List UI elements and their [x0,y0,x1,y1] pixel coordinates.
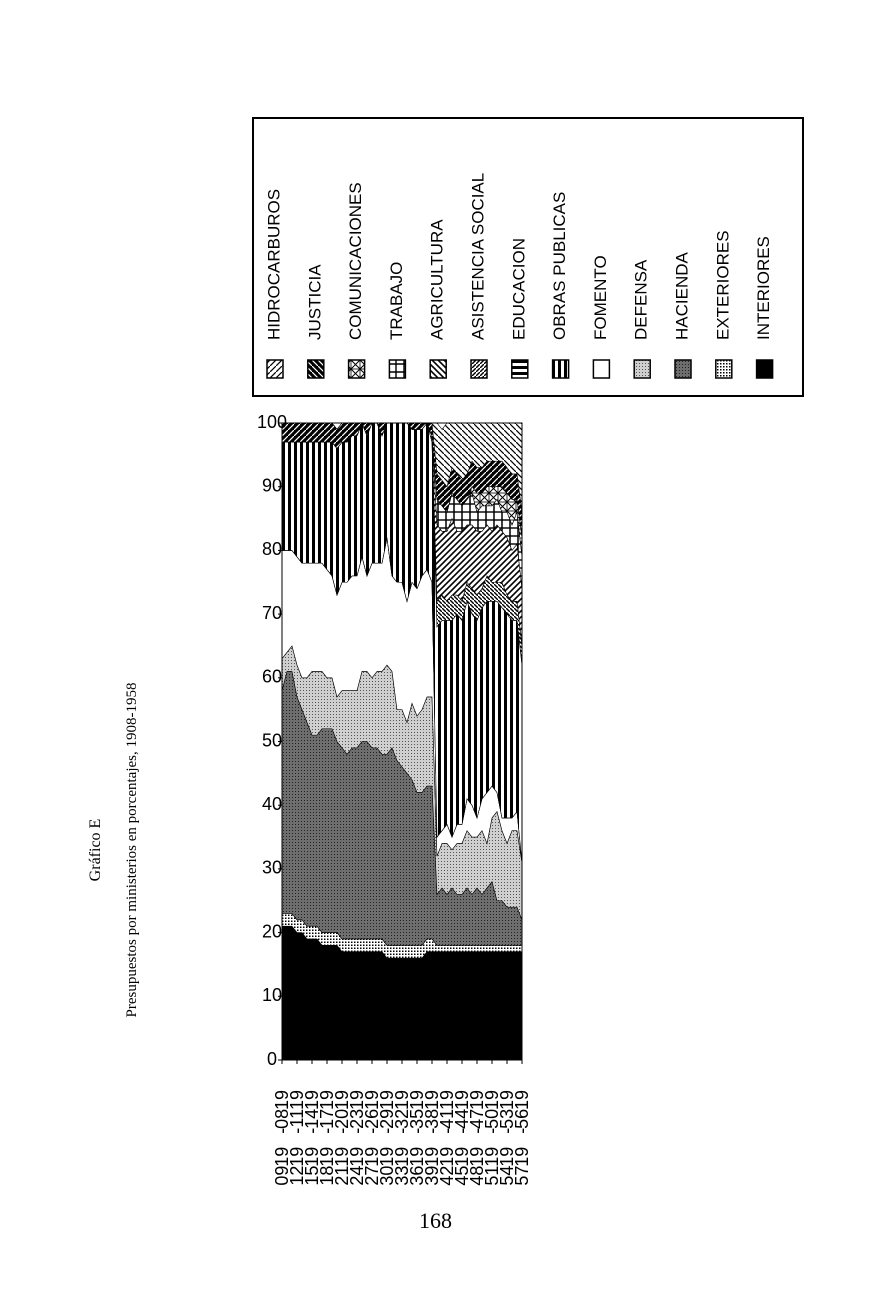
y-tick-label: 40 [261,793,283,814]
x-tick-label: 1923-1924 [347,1090,367,1186]
x-tick-label: 1917-1918 [317,1090,337,1186]
x-tick-label: 1950-1951 [482,1090,502,1186]
page-number: 168 [419,1208,452,1233]
y-tick-label: 100 [256,411,288,432]
x-tick-label: 1938-1939 [422,1090,442,1186]
legend-label: DEFENSA [631,259,651,340]
legend-swatch [430,360,446,378]
x-tick-label: 1941-1942 [437,1090,457,1186]
legend-swatch [553,360,569,378]
legend-swatch [349,360,365,378]
x-tick-label: 1944-1945 [452,1090,472,1186]
legend-item-justicia [305,264,324,378]
x-axis [272,1060,532,1186]
y-tick-label: 10 [261,985,283,1006]
legend-label: ASISTENCIA SOCIAL [468,172,488,340]
x-tick-label: 1932-1933 [392,1090,412,1186]
legend-swatch [308,360,324,378]
x-tick-label: 1929-1930 [377,1090,397,1186]
legend [253,118,803,396]
x-tick-label: 1926-1927 [362,1090,382,1186]
legend-label: EDUCACION [509,237,529,340]
y-tick-label: 80 [261,539,283,560]
stacked-area-chart [257,412,532,1186]
x-tick-label: 1914-1915 [302,1090,322,1186]
figure-title: Presupuestos por ministerios en porcentajes, 1908-1958 [124,682,140,1018]
chart-areas [282,423,522,1060]
legend-swatch [716,360,732,378]
legend-label: AGRICULTURA [427,219,447,340]
legend-item-defensa [632,259,651,378]
legend-label: OBRAS PUBLICAS [550,191,570,340]
legend-swatch [471,360,487,378]
x-tick-label: 1956-1957 [512,1090,532,1186]
y-tick-label: 30 [261,857,283,878]
y-tick-label: 70 [261,602,283,623]
x-tick-label: 1953-1954 [497,1090,517,1186]
y-tick-label: 50 [261,730,283,751]
legend-swatch [267,360,283,378]
legend-label: HACIENDA [672,252,692,340]
legend-swatch [593,360,609,378]
legend-label: EXTERIORES [713,230,733,340]
legend-label: JUSTICIA [305,264,325,340]
legend-swatch [634,360,650,378]
legend-label: COMUNICACIONES [346,182,366,340]
legend-label: HIDROCARBUROS [264,188,284,340]
legend-item-fomento [591,255,610,378]
legend-label: INTERIORES [754,236,774,340]
legend-item-trabajo [387,262,406,378]
x-tick-label: 1911-1912 [287,1090,307,1186]
y-tick-label: 60 [261,666,283,687]
x-tick-label: 1935-1936 [407,1090,427,1186]
legend-swatch [675,360,691,378]
legend-swatch [757,360,773,378]
x-tick-label: 1920-1921 [332,1090,352,1186]
x-tick-label: 1947-1948 [467,1090,487,1186]
y-tick-label: 20 [261,921,283,942]
legend-label: TRABAJO [386,261,406,340]
x-tick-label: 1908-1909 [272,1090,292,1186]
figure-label: Gráfico E [87,818,104,882]
legend-swatch [389,360,405,378]
legend-label: FOMENTO [590,255,610,340]
y-tick-label: 0 [266,1048,278,1069]
legend-swatch [512,360,528,378]
y-tick-label: 90 [261,475,283,496]
